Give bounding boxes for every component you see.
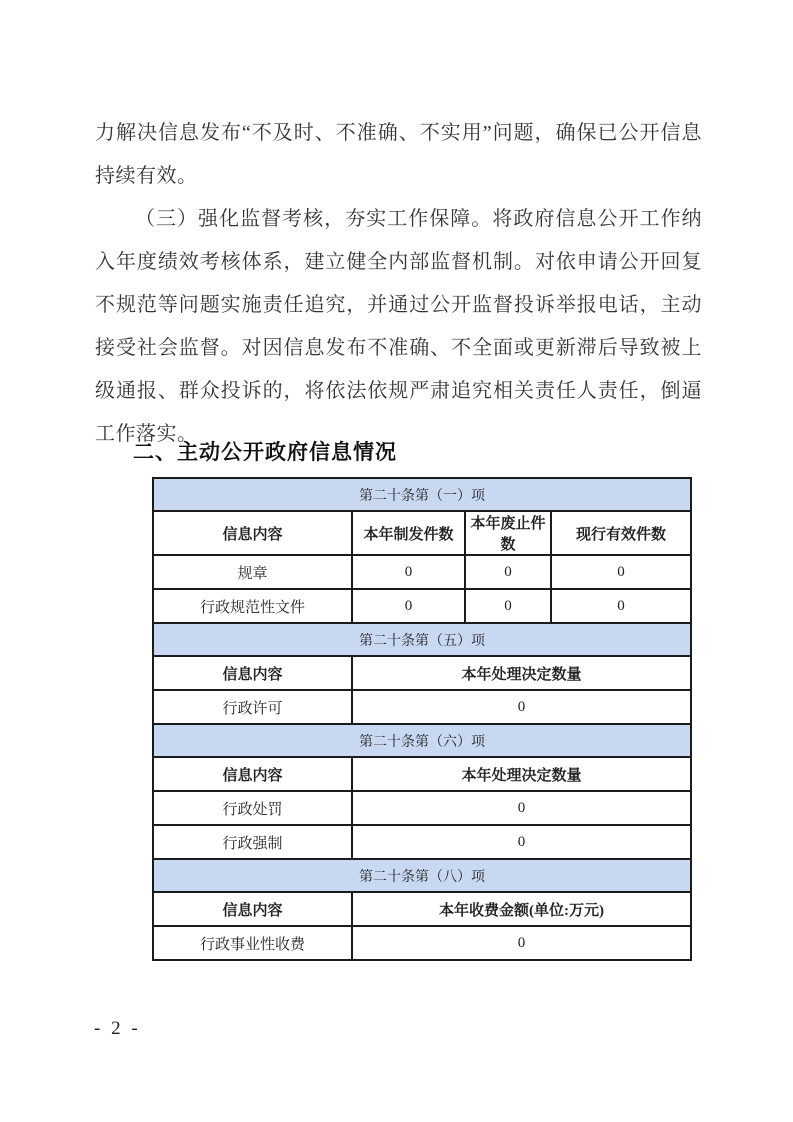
table-header-cell: 现行有效件数 [551,511,691,555]
table-section-title: 第二十条第（五）项 [153,623,691,656]
table-section-title: 第二十条第（一）项 [153,478,691,511]
table-cell-value: 0 [352,589,465,623]
table-cell-label: 规章 [153,555,352,589]
table-cell-value: 0 [352,791,691,825]
info-table-body [153,478,691,960]
table-header-cell: 本年处理决定数量 [352,656,691,690]
paragraph-continuation: 力解决信息发布“不及时、不准确、不实用”问题，确保已公开信息持续有效。 [95,122,702,187]
table-header-row [153,892,691,926]
table-cell-value: 0 [352,926,691,960]
table-header-cell: 本年废止件数 [465,511,551,555]
table-section-title-row [153,478,691,511]
table-header-row [153,757,691,791]
paragraph-item-three: （三）强化监督考核，夯实工作保障。将政府信息公开工作纳入年度绩效考核体系，建立健全内部监督机制。对依申请公开回复不规范等问题实施责任追究，并通过公开监督投诉举报电话，主动接受社会监督。对因信息发布不准确、不全面或更新滞后导致被上级通报、群众投诉的，将依法依规严肃追究相关责任人责任，倒逼工作落实。 [95,208,702,445]
table-header-row [153,656,691,690]
table-cell-value: 0 [551,589,691,623]
table-header-cell: 信息内容 [153,757,352,791]
table-cell-value: 0 [352,555,465,589]
table-cell-label: 行政强制 [153,825,352,859]
table-cell-value: 0 [465,555,551,589]
table-header-cell: 信息内容 [153,892,352,926]
table-header-cell: 本年处理决定数量 [352,757,691,791]
table-cell-label: 行政许可 [153,690,352,724]
table-cell-label: 行政处罚 [153,791,352,825]
table-section-title: 第二十条第（六）项 [153,724,691,757]
page-number: - 2 - [94,1018,141,1039]
table-row [153,589,691,623]
table-section-title-row [153,859,691,892]
table-cell-value: 0 [465,589,551,623]
table-row [153,690,691,724]
table-cell-value: 0 [352,825,691,859]
table-header-row [153,511,691,555]
table-header-cell: 本年收费金额(单位:万元) [352,892,691,926]
info-table [152,477,692,961]
table-cell-value: 0 [551,555,691,589]
table-cell-value: 0 [352,690,691,724]
table-section-title-row [153,724,691,757]
table-row [153,555,691,589]
table-row [153,926,691,960]
table-row [153,825,691,859]
table-section-title-row [153,623,691,656]
table-header-cell: 本年制发件数 [352,511,465,555]
table-cell-label: 行政事业性收费 [153,926,352,960]
table-cell-label: 行政规范性文件 [153,589,352,623]
section-heading: 二、主动公开政府信息情况 [133,440,397,464]
table-section-title: 第二十条第（八）项 [153,859,691,892]
table-header-cell: 信息内容 [153,511,352,555]
table-row [153,791,691,825]
body-text-block [95,112,702,456]
table-header-cell: 信息内容 [153,656,352,690]
